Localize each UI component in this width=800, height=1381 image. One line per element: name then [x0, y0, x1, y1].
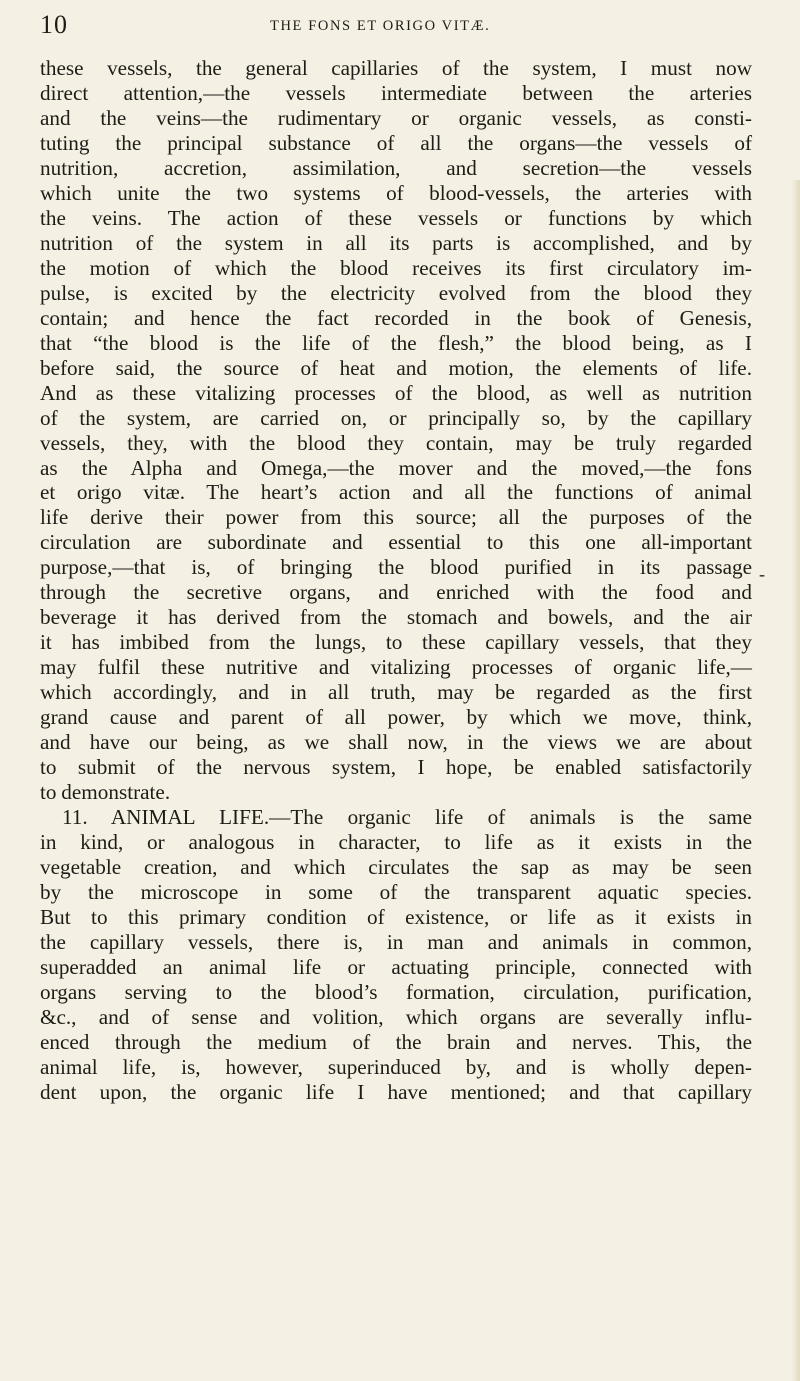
- text-line: But to this primary condition of existence, or life as it exists in: [40, 904, 752, 929]
- text-line: through the secretive organs, and enriched with the food and: [40, 580, 752, 605]
- text-line: nutrition, accretion, assimilation, and secretion—the vessels: [40, 155, 752, 180]
- text-line: may fulfil these nutritive and vitalizing processes of organic life,—: [40, 655, 752, 680]
- text-line: tuting the principal substance of all the organs—the vessels of: [40, 130, 752, 155]
- text-line: by the microscope in some of the transparent aquatic species.: [40, 879, 752, 904]
- text-line: &c., and of sense and volition, which organs are severally influ-: [40, 1004, 752, 1029]
- text-line: to demonstrate.: [40, 780, 171, 805]
- text-line: grand cause and parent of all power, by which we move, think,: [40, 705, 752, 730]
- text-line: et origo vitæ. The heart’s action and all the functions of animal: [40, 480, 752, 505]
- text-line: and the veins—the rudimentary or organic vessels, as consti-: [40, 105, 752, 130]
- running-head: THE FONS ET ORIGO VITÆ.: [270, 18, 491, 34]
- text-line: the veins. The action of these vessels or functions by which: [40, 205, 752, 230]
- body-text: [40, 56, 752, 1105]
- text-line: superadded an animal life or actuating principle, connected with: [40, 954, 752, 979]
- page-number: 10: [40, 10, 68, 39]
- text-line: to submit of the nervous system, I hope, be enabled satisfactorily: [40, 755, 752, 780]
- text-line: pulse, is excited by the electricity evolved from the blood they: [40, 280, 752, 305]
- section-heading-line: 11. ANIMAL LIFE.—The organic life of animals is the same: [62, 805, 752, 830]
- text-line: which unite the two systems of blood-vessels, the arteries with: [40, 180, 752, 205]
- text-line: and have our being, as we shall now, in the views we are about: [40, 730, 752, 755]
- text-line: these vessels, the general capillaries of the system, I must now: [40, 56, 752, 80]
- text-line: in kind, or analogous in character, to life as it exists in the: [40, 830, 752, 855]
- text-line: direct attention,—the vessels intermediate between the arteries: [40, 80, 752, 105]
- text-line: before said, the source of heat and motion, the elements of life.: [40, 355, 752, 380]
- text-line: beverage it has derived from the stomach and bowels, and the air: [40, 605, 752, 630]
- text-line: contain; and hence the fact recorded in the book of Genesis,: [40, 305, 752, 330]
- text-line: vegetable creation, and which circulates the sap as may be seen: [40, 855, 752, 879]
- text-line: organs serving to the blood’s formation, circulation, purification,: [40, 979, 752, 1004]
- margin-mark: -: [759, 564, 765, 584]
- text-line: of the system, are carried on, or principally so, by the capillary: [40, 405, 752, 430]
- text-line: life derive their power from this source; all the purposes of the: [40, 505, 752, 530]
- text-line: purpose,—that is, of bringing the blood purified in its passage: [40, 555, 752, 580]
- text-line: that “the blood is the life of the flesh,” the blood being, as I: [40, 330, 752, 355]
- text-line: nutrition of the system in all its parts is accomplished, and by: [40, 230, 752, 255]
- text-line: which accordingly, and in all truth, may be regarded as the first: [40, 680, 752, 705]
- text-line: the capillary vessels, there is, in man and animals in common,: [40, 929, 752, 954]
- text-line: animal life, is, however, superinduced by, and is wholly depen-: [40, 1054, 752, 1079]
- text-line: it has imbibed from the lungs, to these capillary vessels, that they: [40, 630, 752, 655]
- text-line: enced through the medium of the brain and nerves. This, the: [40, 1029, 752, 1054]
- text-line: the motion of which the blood receives its first circulatory im-: [40, 255, 752, 280]
- text-line: dent upon, the organic life I have mentioned; and that capillary: [40, 1079, 752, 1104]
- text-line: as the Alpha and Omega,—the mover and the moved,—the fons: [40, 455, 752, 480]
- text-line: vessels, they, with the blood they contain, may be truly regarded: [40, 430, 752, 455]
- text-line: circulation are subordinate and essential to this one all-important: [40, 530, 752, 555]
- page-edge-shadow: [792, 180, 800, 1381]
- text-line: And as these vitalizing processes of the blood, as well as nutrition: [40, 380, 752, 405]
